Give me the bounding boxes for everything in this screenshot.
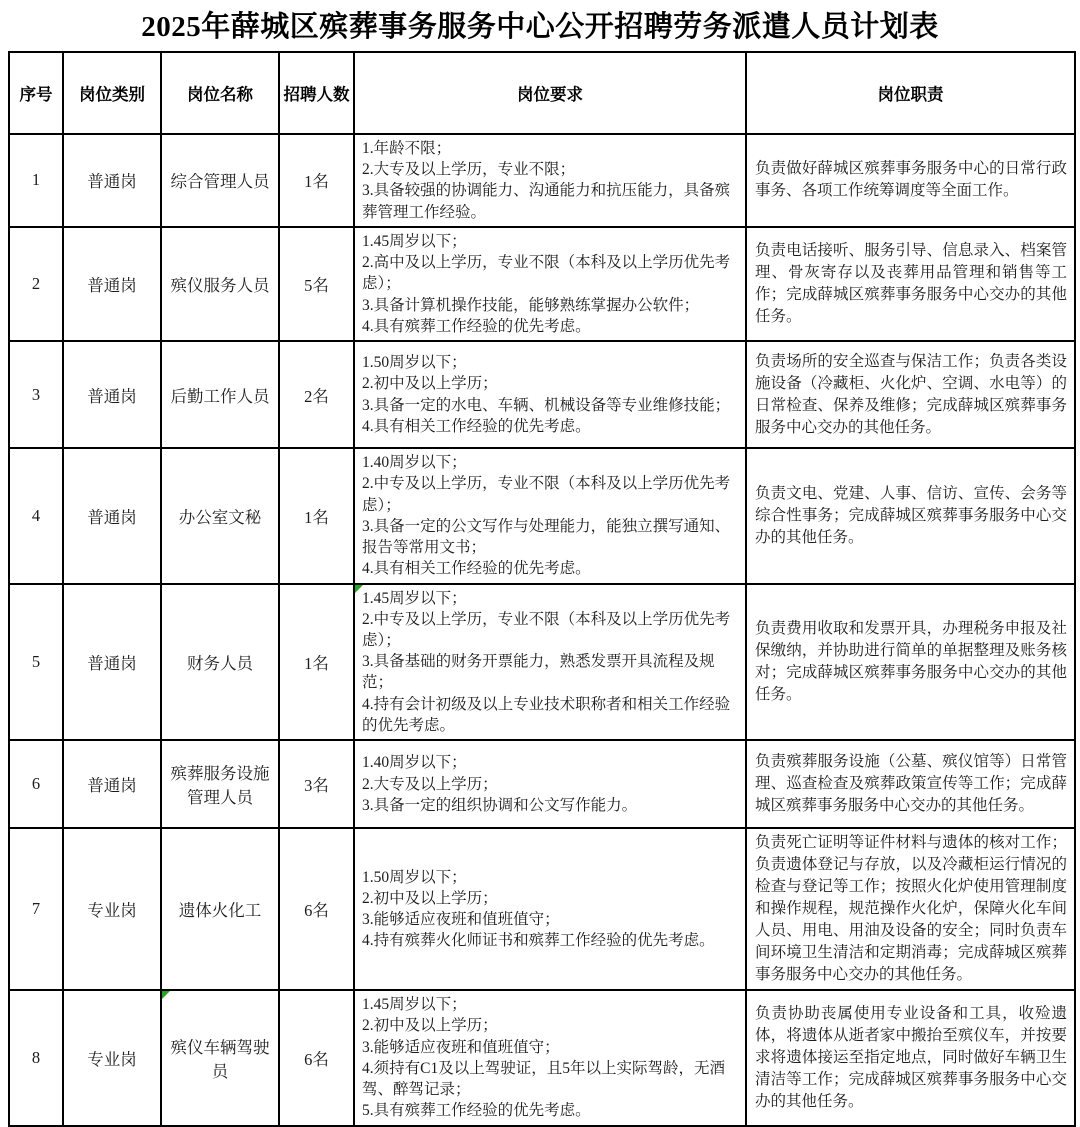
cell-position-requirements: [354, 740, 746, 828]
cell-position-duties: 负责殡葬服务设施（公墓、殡仪馆等）日常管理、巡查检查及殡葬政策宣传等工作；完成薛城区殡葬事务服务中心交办的其他任务。: [746, 740, 1075, 828]
table-row: [9, 828, 1075, 990]
cell-corner-marker-icon: [162, 991, 170, 999]
cell-recruit-count: 1名: [279, 448, 354, 583]
cell-position-requirements: [354, 448, 746, 583]
requirement-item: 4.持有会计初级及以上专业技术职称者和相关工作经验的优先考虑。: [362, 695, 731, 734]
cell-position-duties: 负责场所的安全巡查与保洁工作；负责各类设施设备（冷藏柜、火化炉、空调、水电等）的日常检查、保养及维修；完成薛城区殡葬事务服务中心交办的其他任务。: [746, 341, 1075, 448]
cell-position-name: 殡仪车辆驾驶员: [161, 990, 279, 1125]
requirement-item: 4.具有相关工作经验的优先考虑。: [362, 560, 591, 578]
requirement-item: 3.具备一定的公文写作与处理能力，能独立撰写通知、报告等常用文书；: [362, 517, 731, 557]
requirement-item: 1.年龄不限；: [362, 140, 452, 157]
cell-position-category: 普通岗: [63, 740, 161, 828]
cell-position-name: 综合管理人员: [161, 134, 279, 227]
recruitment-plan-table: [8, 51, 1076, 1127]
cell-recruit-count: 6名: [279, 828, 354, 990]
requirement-item: 4.持有殡葬火化师证书和殡葬工作经验的优先考虑。: [362, 932, 715, 950]
cell-position-requirements: [354, 134, 746, 227]
requirement-item: 3.具备一定的组织协调和公文写作能力。: [362, 796, 638, 814]
requirement-item: 1.40周岁以下；: [362, 454, 467, 472]
requirement-item: 1.40周岁以下；: [362, 754, 467, 772]
cell-position-category: 专业岗: [63, 990, 161, 1125]
cell-position-requirements: [354, 990, 746, 1125]
requirement-item: 2.中专及以上学历，专业不限（本科及以上学历优先考虑）；: [362, 610, 731, 649]
requirement-item: 3.具备计算机操作技能，能够熟练掌握办公软件；: [362, 296, 700, 314]
cell-position-duties: 负责做好薛城区殡葬事务服务中心的日常行政事务、各项工作统筹调度等全面工作。: [746, 134, 1075, 227]
table-row: [9, 448, 1075, 583]
cell-position-name: 殡仪服务人员: [161, 227, 279, 341]
cell-serial-no: 8: [9, 990, 63, 1125]
cell-position-requirements: [354, 227, 746, 341]
cell-position-name: 办公室文秘: [161, 448, 279, 583]
cell-serial-no: 5: [9, 584, 63, 741]
cell-serial-no: 7: [9, 828, 63, 990]
requirement-item: 1.45周岁以下；: [362, 996, 467, 1014]
column-header-requirements: 岗位要求: [354, 52, 746, 134]
requirement-item: 1.45周岁以下；: [362, 232, 467, 250]
requirement-item: 1.50周岁以下；: [362, 868, 467, 886]
page-title: 2025年薛城区殡葬事务服务中心公开招聘劳务派遣人员计划表: [141, 11, 939, 43]
requirement-item: 4.具有相关工作经验的优先考虑。: [362, 417, 591, 435]
cell-position-category: 普通岗: [63, 134, 161, 227]
requirement-item: 3.具备基础的财务开票能力，熟悉发票开具流程及规范；: [362, 653, 715, 692]
cell-position-category: 专业岗: [63, 828, 161, 990]
requirement-item: 2.初中及以上学历；: [362, 375, 498, 393]
cell-serial-no: 6: [9, 740, 63, 828]
cell-position-name: 殡葬服务设施管理人员: [161, 740, 279, 828]
table-row: [9, 990, 1075, 1125]
cell-position-requirements: [354, 828, 746, 990]
requirement-item: 2.高中及以上学历，专业不限（本科及以上学历优先考虑）；: [362, 254, 731, 293]
requirement-item: 4.具有殡葬工作经验的优先考虑。: [362, 317, 591, 335]
cell-corner-marker-icon: [355, 585, 363, 593]
requirement-item: 1.45周岁以下；: [362, 589, 467, 607]
column-header-count: 招聘人数: [279, 52, 354, 134]
cell-position-requirements: [354, 584, 746, 741]
requirement-item: 5.具有殡葬工作经验的优先考虑。: [362, 1102, 591, 1120]
cell-position-category: 普通岗: [63, 227, 161, 341]
cell-position-duties: 负责文电、党建、人事、信访、宣传、会务等综合性事务；完成薛城区殡葬事务服务中心交办的其他任务。: [746, 448, 1075, 583]
requirement-item: 2.中专及以上学历，专业不限（本科及以上学历优先考虑）；: [362, 475, 731, 514]
column-header-no: 序号: [9, 52, 63, 134]
cell-serial-no: 2: [9, 227, 63, 341]
table-row: [9, 134, 1075, 227]
table-row: [9, 740, 1075, 828]
requirement-item: 2.初中及以上学历；: [362, 889, 498, 907]
table-row: [9, 227, 1075, 341]
cell-position-duties: 负责电话接听、服务引导、信息录入、档案管理、骨灰寄存以及丧葬用品管理和销售等工作；完成薛城区殡葬事务服务中心交办的其他任务。: [746, 227, 1075, 341]
cell-position-duties: 负责死亡证明等证件材料与遗体的核对工作；负责遗体登记与存放，以及冷藏柜运行情况的检查与登记等工作；按照火化炉使用管理制度和操作规程，规范操作火化炉，保障火化车间人员、用电、用油及设备的安全；同时负责车间环境卫生清洁和定期消毒；完成薛城区殡葬事务服务中心交办的其他任务。: [746, 828, 1075, 990]
cell-recruit-count: 1名: [279, 134, 354, 227]
cell-position-category: 普通岗: [63, 584, 161, 741]
cell-recruit-count: 1名: [279, 584, 354, 741]
requirement-item: 2.初中及以上学历；: [362, 1017, 498, 1035]
cell-recruit-count: 5名: [279, 227, 354, 341]
requirement-item: 3.具备一定的水电、车辆、机械设备等专业维修技能；: [362, 396, 731, 414]
cell-position-category: 普通岗: [63, 448, 161, 583]
column-header-name: 岗位名称: [161, 52, 279, 134]
table-row: [9, 584, 1075, 741]
column-header-duties: 岗位职责: [746, 52, 1075, 134]
cell-serial-no: 1: [9, 134, 63, 227]
cell-recruit-count: 6名: [279, 990, 354, 1125]
requirement-item: 3.能够适应夜班和值班值守；: [362, 1038, 560, 1056]
requirement-item: 3.能够适应夜班和值班值守；: [362, 911, 560, 929]
requirement-item: 1.50周岁以下；: [362, 354, 467, 372]
cell-position-duties: 负责费用收取和发票开具，办理税务申报及社保缴纳，并协助进行简单的单据整理及账务核对；完成薛城区殡葬事务服务中心交办的其他任务。: [746, 584, 1075, 741]
cell-position-category: 普通岗: [63, 341, 161, 448]
cell-position-duties: 负责协助丧属使用专业设备和工具，收殓遗体，将遗体从逝者家中搬抬至殡仪车，并按要求将遗体接运至指定地点，同时做好车辆卫生清洁等工作；完成薛城区殡葬事务服务中心交办的其他任务。: [746, 990, 1075, 1125]
table-header-row: [9, 52, 1075, 134]
requirement-item: 4.须持有C1及以上驾驶证，且5年以上实际驾龄，无酒驾、醉驾记录；: [362, 1059, 725, 1099]
table-row: [9, 341, 1075, 448]
requirement-item: 2.大专及以上学历，专业不限；: [362, 161, 576, 179]
cell-recruit-count: 3名: [279, 740, 354, 828]
cell-position-requirements: [354, 341, 746, 448]
requirement-item: 3.具备较强的协调能力、沟通能力和抗压能力，具备殡葬管理工作经验。: [362, 182, 731, 221]
cell-position-name: 后勤工作人员: [161, 341, 279, 448]
cell-serial-no: 4: [9, 448, 63, 583]
requirement-item: 2.大专及以上学历；: [362, 775, 498, 793]
column-header-category: 岗位类别: [63, 52, 161, 134]
cell-position-name: 遗体火化工: [161, 828, 279, 990]
cell-recruit-count: 2名: [279, 341, 354, 448]
cell-position-name: 财务人员: [161, 584, 279, 741]
cell-serial-no: 3: [9, 341, 63, 448]
